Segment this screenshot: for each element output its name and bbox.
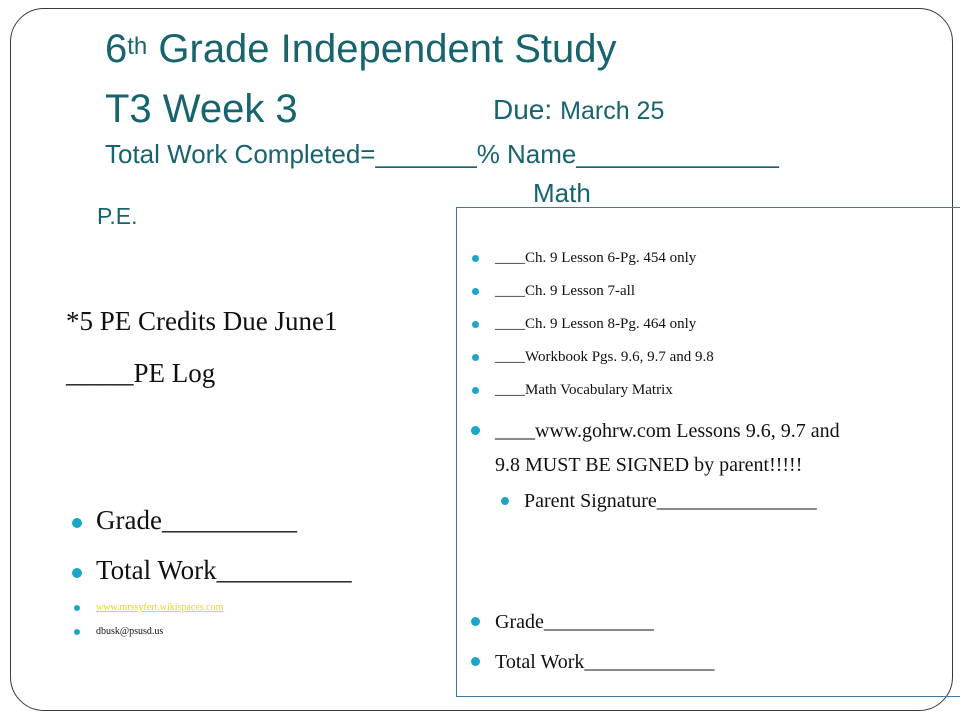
grade-suffix: th [127,33,148,60]
math-item: ____Workbook Pgs. 9.6, 9.7 and 9.8 [495,349,714,365]
bullet-icon [74,605,80,611]
bullet-icon [472,288,479,295]
math-total-work-text: Total Work_____________ [495,651,715,673]
math-item: ____Math Vocabulary Matrix [495,382,673,398]
bullet-icon [471,426,480,435]
pe-log-text: _____PE Log [66,358,216,388]
pe-credits-text: *5 PE Credits Due June1 [66,306,338,336]
pe-grade-text: Grade__________ [96,505,297,535]
title-text: Grade Independent Study [147,27,617,71]
due-date-value: March 25 [560,97,665,125]
bullet-icon [74,629,80,635]
bullet-icon [472,255,479,262]
bullet-icon [471,617,480,626]
bullet-icon [72,568,82,578]
wiki-link[interactable]: www.mrssyfert.wikispaces.com [96,602,224,613]
bullet-icon [472,321,479,328]
pe-total-work-text: Total Work__________ [96,555,352,585]
math-item: ____Ch. 9 Lesson 8-Pg. 464 only [495,316,697,332]
bullet-icon [501,497,509,505]
title-line-1 [105,26,617,72]
gohrw-line-1: ____www.gohrw.com Lessons 9.6, 9.7 and [495,420,840,442]
math-item: ____Ch. 9 Lesson 7-all [495,283,635,299]
parent-signature-text: Parent Signature________________ [524,490,817,512]
due-label: Due: [493,94,553,125]
pe-heading: P.E. [97,203,138,229]
gohrw-line-2: 9.8 MUST BE SIGNED by parent!!!!! [495,454,803,476]
grade-number: 6 [105,27,128,71]
email-text: dbusk@psusd.us [96,626,164,637]
bullet-icon [472,354,479,361]
title-line-2: T3 Week 3 [105,87,298,131]
math-item: ____Ch. 9 Lesson 6-Pg. 454 only [495,250,697,266]
math-heading: Math [533,178,591,208]
bullet-icon [472,387,479,394]
due-date [493,94,664,126]
bullet-icon [471,657,480,666]
math-grade-text: Grade___________ [495,611,654,633]
bullet-icon [72,518,82,528]
title-line-3: Total Work Completed=_______% Name______________ [105,139,779,169]
